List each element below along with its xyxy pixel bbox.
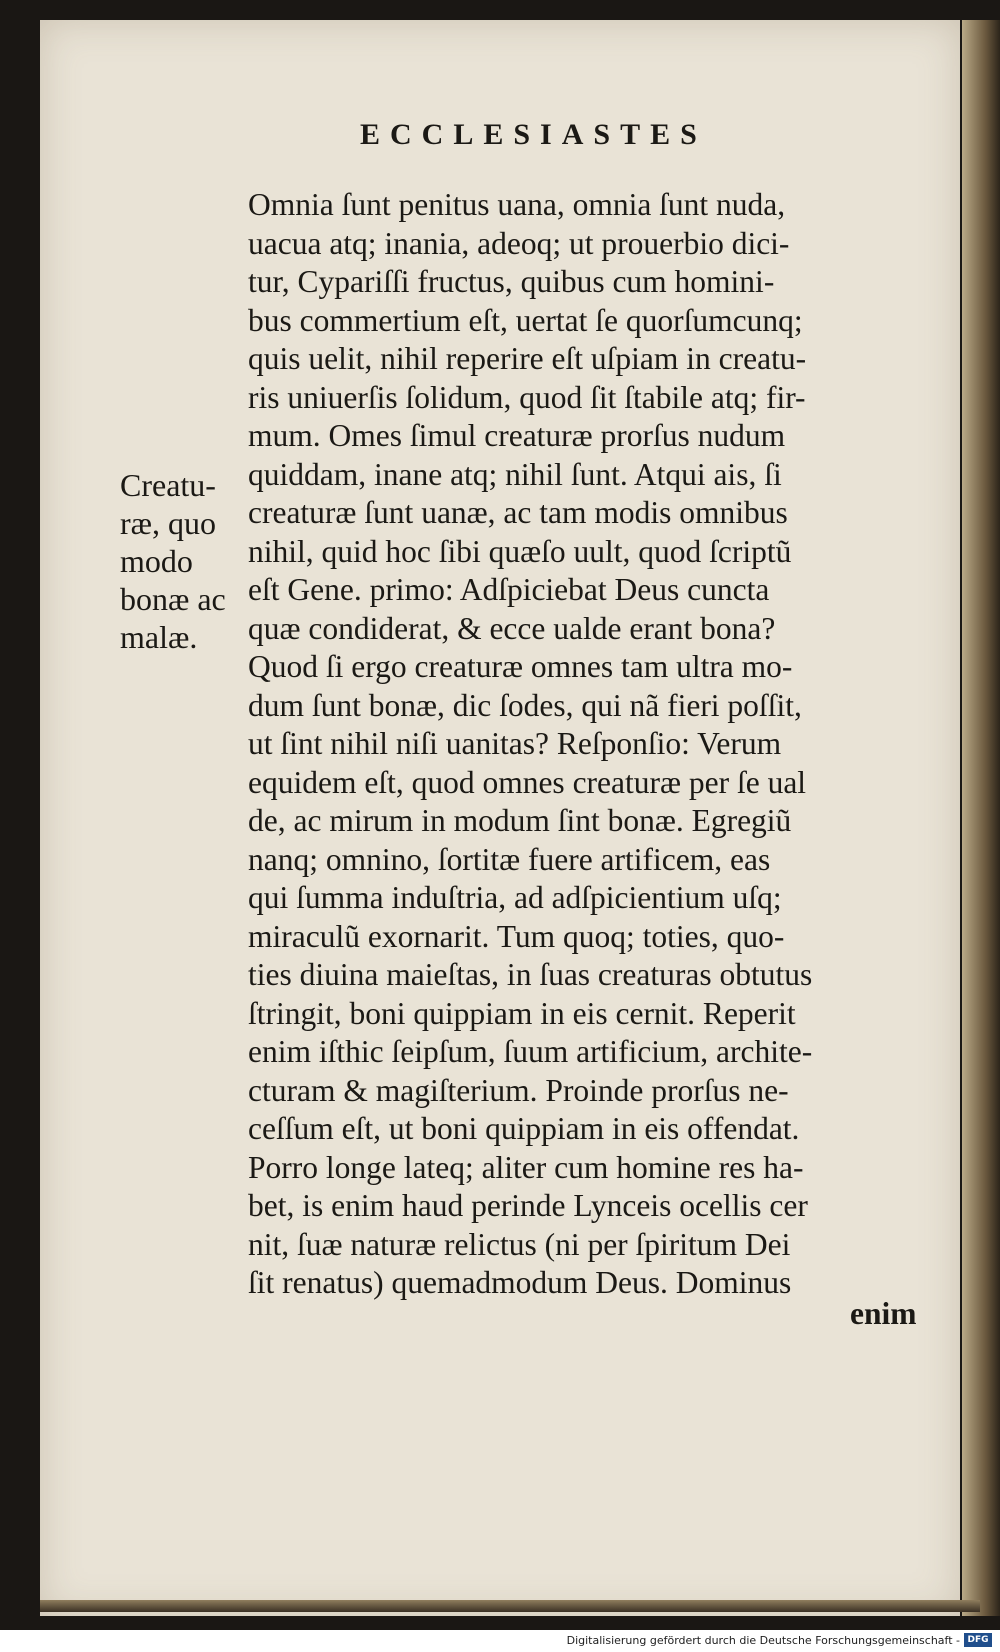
marginal-note-line: Creatu- xyxy=(120,467,216,503)
text-line: mum. Omes ſimul creaturæ prorſus nudum xyxy=(248,418,786,453)
text-line: ties diuina maieſtas, in ſuas creaturas obtutus xyxy=(248,957,813,992)
text-line: Porro longe lateq; aliter cum homine res ha- xyxy=(248,1149,804,1185)
text-line: ſtringit, boni quippiam in eis cernit. Reperit xyxy=(248,995,796,1031)
text-line: equidem eſt, quod omnes creaturæ per ſe ual xyxy=(248,764,807,800)
text-line: enim iſthic ſeipſum, ſuum artificium, archite- xyxy=(248,1034,813,1069)
marginal-note-line: ræ, quo xyxy=(120,505,216,541)
text-line: de, ac mirum in modum ſint bonæ. Egregiũ xyxy=(248,803,792,838)
text-line: qui ſumma induſtria, ad adſpicientium uſq; xyxy=(248,880,782,915)
text-line: miraculũ exornarit. Tum quoq; toties, quo- xyxy=(248,918,785,954)
text-line: cturam & magiſterium. Proinde prorſus ne- xyxy=(248,1072,789,1108)
text-line: ut ſint nihil niſi uanitas? Reſponſio: Verum xyxy=(248,726,782,761)
text-line: bet, is enim haud perinde Lynceis ocellis cer xyxy=(248,1188,808,1223)
running-head: ECCLESIASTES xyxy=(360,118,707,151)
text-line: nihil, quid hoc ſibi quæſo uult, quod ſcriptũ xyxy=(248,533,792,569)
text-line: bus commertium eſt, uertat ſe quorſumcunq; xyxy=(248,302,803,338)
marginal-note xyxy=(120,466,248,656)
page-edge xyxy=(962,20,1000,1616)
text-line: Omnia ſunt penitus uana, omnia ſunt nuda, xyxy=(248,187,786,222)
text-line: uacua atq; inania, adeoq; ut prouerbio dici- xyxy=(248,225,790,261)
page-edge-bottom xyxy=(40,1600,980,1612)
text-line: quis uelit, nihil reperire eſt uſpiam in creatu- xyxy=(248,341,807,376)
dfg-logo: DFG xyxy=(964,1633,992,1647)
text-line: Quod ſi ergo creaturæ omnes tam ultra mo- xyxy=(248,649,793,684)
marginal-note-line: malæ. xyxy=(120,619,198,655)
text-line: creaturæ ſunt uanæ, ac tam modis omnibus xyxy=(248,495,788,530)
catchword: enim xyxy=(850,1296,917,1331)
marginal-note-line: modo xyxy=(120,543,193,579)
digitization-credit: Digitalisierung gefördert durch die Deutsche Forschungsgemeinschaft - xyxy=(566,1634,960,1647)
text-line: eſt Gene. primo: Adſpiciebat Deus cuncta xyxy=(248,572,770,607)
text-line: dum ſunt bonæ, dic ſodes, qui nã fieri poſſit, xyxy=(248,687,802,723)
text-line: quiddam, inane atq; nihil ſunt. Atqui ais, ſi xyxy=(248,456,782,492)
text-line: ſit renatus) quemadmodum Deus. Dominus xyxy=(248,1265,792,1300)
body-text xyxy=(248,186,938,1303)
text-line: nanq; omnino, ſortitæ fuere artificem, eas xyxy=(248,841,771,877)
marginal-note-line: bonæ ac xyxy=(120,581,226,617)
text-line: tur, Cypariſſi fructus, quibus cum homini- xyxy=(248,264,775,299)
text-line: quæ condiderat, & ecce ualde erant bona? xyxy=(248,610,776,646)
text-line: nit, ſuæ naturæ relictus (ni per ſpiritum Dei xyxy=(248,1226,791,1262)
text-line: ceſſum eſt, ut boni quippiam in eis offendat. xyxy=(248,1111,800,1146)
text-line: ris uniuerſis ſolidum, quod ſit ſtabile atq; fir- xyxy=(248,379,806,415)
